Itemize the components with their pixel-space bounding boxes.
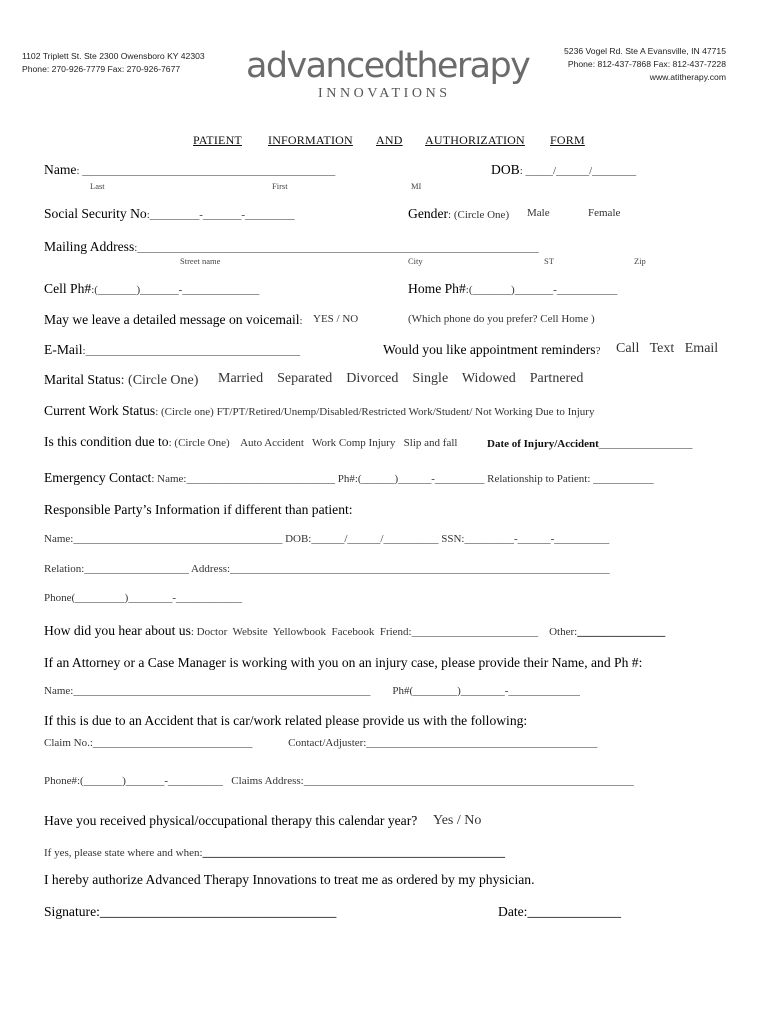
voicemail-options[interactable]: YES / NO: [313, 313, 359, 325]
authorization-statement: I hereby authorize Advanced Therapy Innovations to treat me as ordered by my physician.: [44, 872, 535, 887]
signature-row: [44, 903, 336, 921]
dob-row: [491, 161, 636, 179]
cell-phone-label: Cell Ph#: [44, 281, 92, 296]
ssn-row: [44, 205, 295, 223]
name-sub-mi: MI: [411, 181, 422, 191]
signature-field[interactable]: ___________________________________________: [99, 907, 337, 919]
referral-options[interactable]: : Doctor Website Yellowbook Facebook Friend:_______________________ Other:: [190, 626, 578, 638]
emergency-row: [44, 469, 654, 487]
injury-date-label: Date of Injury/Accident: [487, 438, 599, 450]
company-logo-wordmark: advancedtherapy: [246, 46, 530, 86]
referral-label: How did you hear about us: [44, 623, 191, 638]
cell-phone-field[interactable]: :(_______)_______-______________: [91, 284, 260, 296]
work-status-options[interactable]: : (Circle one) FT/PT/Retired/Unemp/Disabled/Restricted Work/Student/ Not Working Due to Injury: [155, 406, 595, 418]
injury-date-field[interactable]: _________________: [598, 438, 693, 450]
work-status-row: [44, 402, 594, 420]
gender-option-male[interactable]: Male: [527, 207, 550, 219]
marital-row: [44, 371, 198, 389]
gender-label: Gender: [408, 206, 449, 221]
home-phone-label: Home Ph#: [408, 281, 466, 296]
name-field[interactable]: : ______________________________________________: [76, 165, 336, 177]
email-field[interactable]: :_______________________________________: [82, 345, 301, 357]
signature-label: Signature:: [44, 904, 100, 919]
responsible-party-heading: Responsible Party’s Information if different than patient:: [44, 502, 353, 517]
dob-label: DOB: [491, 162, 520, 177]
claim-contact-fields[interactable]: Claim No.:_____________________________ Contact/Adjuster:__________________________________________: [44, 737, 598, 749]
responsible-name-dob-ssn[interactable]: Name:______________________________________ DOB:______/______/__________ SSN:_________-______-__________: [44, 533, 610, 545]
marital-hint: : (Circle One): [120, 373, 199, 388]
date-field[interactable]: _________________: [527, 907, 621, 919]
office-phone-owensboro: Phone: 270-926-7779 Fax: 270-926-7677: [22, 64, 181, 74]
condition-label: Is this condition due to: [44, 434, 169, 449]
work-status-label: Current Work Status: [44, 403, 156, 418]
address-sub-street: Street name: [180, 256, 221, 266]
responsible-relation-address[interactable]: Relation:___________________ Address:_____________________________________________________________________: [44, 563, 610, 575]
email-row: [44, 341, 300, 359]
home-phone-row: [408, 280, 617, 298]
form-title-word-1: PATIENT: [193, 133, 242, 147]
claim-phone-address-fields[interactable]: Phone#:(_______)_______-__________ Claims Address:____________________________________________________________: [44, 775, 634, 787]
name-sub-last: Last: [90, 181, 105, 191]
cell-phone-row: [44, 280, 259, 298]
gender-hint: : (Circle One): [448, 209, 510, 221]
reminders-qmark: ?: [595, 345, 601, 357]
form-title-word-4: AUTHORIZATION: [425, 133, 525, 147]
therapy-options[interactable]: Yes / No: [433, 813, 482, 828]
referral-row: [44, 622, 665, 640]
emergency-contact-fields[interactable]: : Name:___________________________ Ph#:(______)______-_________ Relationship to Patient: ___________: [151, 473, 654, 485]
name-row: [44, 161, 335, 179]
office-phone-evansville: Phone: 812-437-7868 Fax: 812-437-7228: [567, 59, 726, 69]
therapy-details-row: [44, 843, 505, 861]
office-address-evansville: 5236 Vogel Rd. Ste A Evansville, IN 47715: [564, 46, 726, 56]
date-label: Date:: [498, 904, 528, 919]
form-title-word-3: AND: [376, 133, 403, 147]
address-sub-zip: Zip: [634, 256, 646, 266]
reminders-question: Would you like appointment reminders: [383, 342, 596, 357]
address-sub-state: ST: [544, 256, 554, 266]
name-sub-first: First: [272, 181, 288, 191]
form-title-word-2: INFORMATION: [268, 133, 353, 147]
attorney-heading: If an Attorney or a Case Manager is working with you on an injury case, please provide their Name, and Ph #:: [44, 655, 643, 670]
marital-status-label: Marital Status: [44, 372, 121, 387]
condition-row: [44, 433, 457, 451]
voicemail-colon: :: [299, 315, 303, 327]
gender-row: [408, 205, 509, 223]
ssn-label: Social Security No: [44, 206, 147, 221]
date-row: [498, 903, 621, 921]
dob-field[interactable]: : _____/______/________: [519, 165, 637, 177]
condition-options[interactable]: : (Circle One) Auto Accident Work Comp Injury Slip and fall: [168, 437, 458, 449]
name-label: Name: [44, 162, 77, 177]
marital-options[interactable]: Married Separated Divorced Single Widowed Partnered: [218, 371, 584, 386]
voicemail-row: [44, 311, 303, 329]
email-label: E-Mail: [44, 342, 83, 357]
mailing-row: [44, 238, 539, 256]
form-title-word-5: FORM: [550, 133, 585, 147]
mailing-address-label: Mailing Address: [44, 239, 135, 254]
address-sub-city: City: [408, 256, 423, 266]
accident-heading: If this is due to an Accident that is car/work related please provide us with the following:: [44, 713, 528, 728]
office-address-owensboro: 1102 Triplett St. Ste 2300 Owensboro KY 42303: [22, 51, 205, 61]
emergency-contact-label: Emergency Contact: [44, 470, 152, 485]
company-website: www.atitherapy.com: [649, 72, 726, 82]
gender-option-female[interactable]: Female: [588, 207, 621, 219]
ssn-field[interactable]: :_________-_______-_________: [146, 209, 295, 221]
mailing-address-field[interactable]: :_________________________________________________________________________: [134, 242, 539, 254]
home-phone-field[interactable]: :(_______)_______-___________: [465, 284, 618, 296]
therapy-details-field[interactable]: _______________________________________________________: [202, 847, 506, 859]
reminder-options[interactable]: Call Text Email: [616, 341, 719, 356]
referral-other-field[interactable]: ________________: [577, 626, 666, 638]
reminders-row: [383, 341, 600, 359]
preferred-phone-question[interactable]: (Which phone do you prefer? Cell Home ): [408, 313, 595, 325]
injury-date-row: [487, 434, 692, 452]
company-logo-subtitle: INNOVATIONS: [318, 86, 451, 101]
voicemail-label: May we leave a detailed message on voicemail: [44, 312, 300, 327]
attorney-name-phone[interactable]: Name:______________________________________________________ Ph#(________)________-_____________: [44, 685, 580, 697]
therapy-question: Have you received physical/occupational therapy this calendar year?: [44, 813, 418, 828]
therapy-details-label: If yes, please state where and when:: [44, 847, 203, 859]
responsible-phone[interactable]: Phone(_________)________-____________: [44, 592, 242, 604]
